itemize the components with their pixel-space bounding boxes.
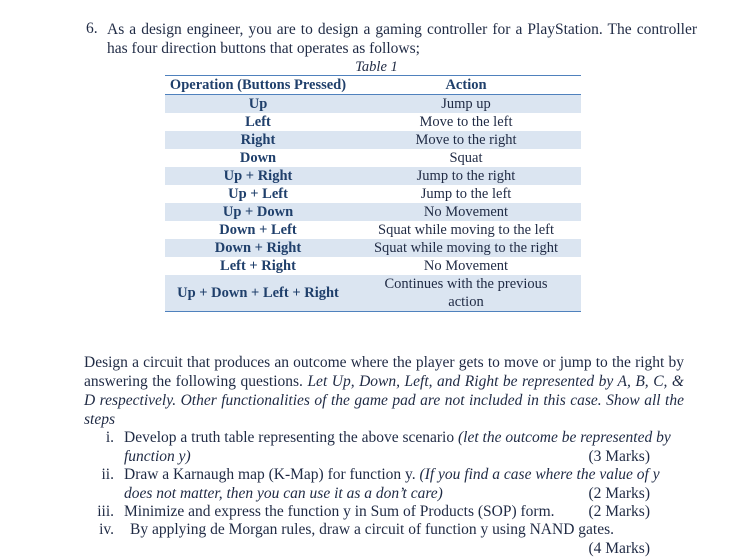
table-row <box>165 131 581 149</box>
row-action: Squat while moving to the left <box>378 222 554 238</box>
part-iv-text: By applying de Morgan rules, draw a circuit of function y using NAND gates. <box>130 521 614 538</box>
question-number: 6. <box>86 20 98 37</box>
part-ii-numeral: ii. <box>101 466 114 483</box>
part-iii-text: Minimize and express the function y in Sum of Products (SOP) form. <box>124 503 555 520</box>
row-action: Jump to the right <box>351 167 581 185</box>
table-row <box>165 221 581 239</box>
row-operation: Up <box>165 95 351 114</box>
table-row <box>165 167 581 185</box>
table-row <box>165 203 581 221</box>
table-row <box>165 239 581 257</box>
row-action: Continues with the previous action <box>351 275 581 312</box>
table-row <box>165 95 581 114</box>
row-action: Squat while moving to the right <box>351 239 581 257</box>
row-operation: Left + Right <box>220 258 296 274</box>
part-i-text: Develop a truth table representing the above scenario <box>124 429 455 446</box>
table-body <box>165 95 581 312</box>
table-row <box>165 185 581 203</box>
row-operation: Down <box>239 150 277 166</box>
row-operation: Up + Left <box>228 186 288 202</box>
row-operation: Down + Left <box>219 222 297 238</box>
design-plain-text: Design a circuit that produces an outcome where the player gets to move or jump to the right by answering the following questions. <box>84 354 684 390</box>
part-ii-marks: (2 Marks) <box>588 485 650 502</box>
row-action: No Movement <box>351 203 581 221</box>
row-operation: Up + Down + Left + Right <box>165 275 351 312</box>
row-action: Jump to the left <box>420 186 512 202</box>
row-operation: Left <box>245 114 271 130</box>
table-caption: Table 1 <box>355 59 398 75</box>
part-i-marks: (3 Marks) <box>588 448 650 465</box>
design-instructions <box>84 353 684 429</box>
row-operation: Down + Right <box>165 239 351 257</box>
row-action: Squat <box>449 150 483 166</box>
table-row <box>165 149 581 167</box>
part-ii-text: Draw a Karnaugh map (K-Map) for function y. <box>124 466 416 483</box>
table-row <box>165 275 581 312</box>
part-iii-numeral: iii. <box>97 503 114 520</box>
table-row <box>165 113 581 131</box>
header-operation: Operation (Buttons Pressed) <box>165 76 351 95</box>
row-action: Jump up <box>351 95 581 114</box>
header-action: Action <box>351 76 581 95</box>
question-intro: As a design engineer, you are to design a gaming controller for a PlayStation. The controller has four direction buttons that operates as follows; <box>107 21 697 57</box>
row-operation: Up + Right <box>165 167 351 185</box>
table-row <box>165 257 581 275</box>
row-operation: Right <box>165 131 351 149</box>
row-action: Move to the left <box>419 114 513 130</box>
row-operation: Up + Down <box>165 203 351 221</box>
part-iii-marks: (2 Marks) <box>588 503 650 520</box>
part-ii-italic: (If you find a case where the value of y does not matter, then you can use it as a don’t care) <box>124 466 660 502</box>
row-action: No Movement <box>423 258 509 274</box>
row-action: Move to the right <box>351 131 581 149</box>
design-italic-text: Let Up, Down, Left, and Right be represented by A, B, C, & D respectively. Other functionalities of the game pad are not included in this case. Show all the steps <box>84 373 684 428</box>
operations-table <box>165 75 581 312</box>
table-header-row <box>165 76 581 95</box>
part-i-numeral: i. <box>105 429 114 446</box>
part-i-italic: (let the outcome be represented by function y) <box>124 429 671 465</box>
part-iv-numeral: iv. <box>99 521 114 538</box>
part-iv-marks: (4 Marks) <box>588 540 650 557</box>
